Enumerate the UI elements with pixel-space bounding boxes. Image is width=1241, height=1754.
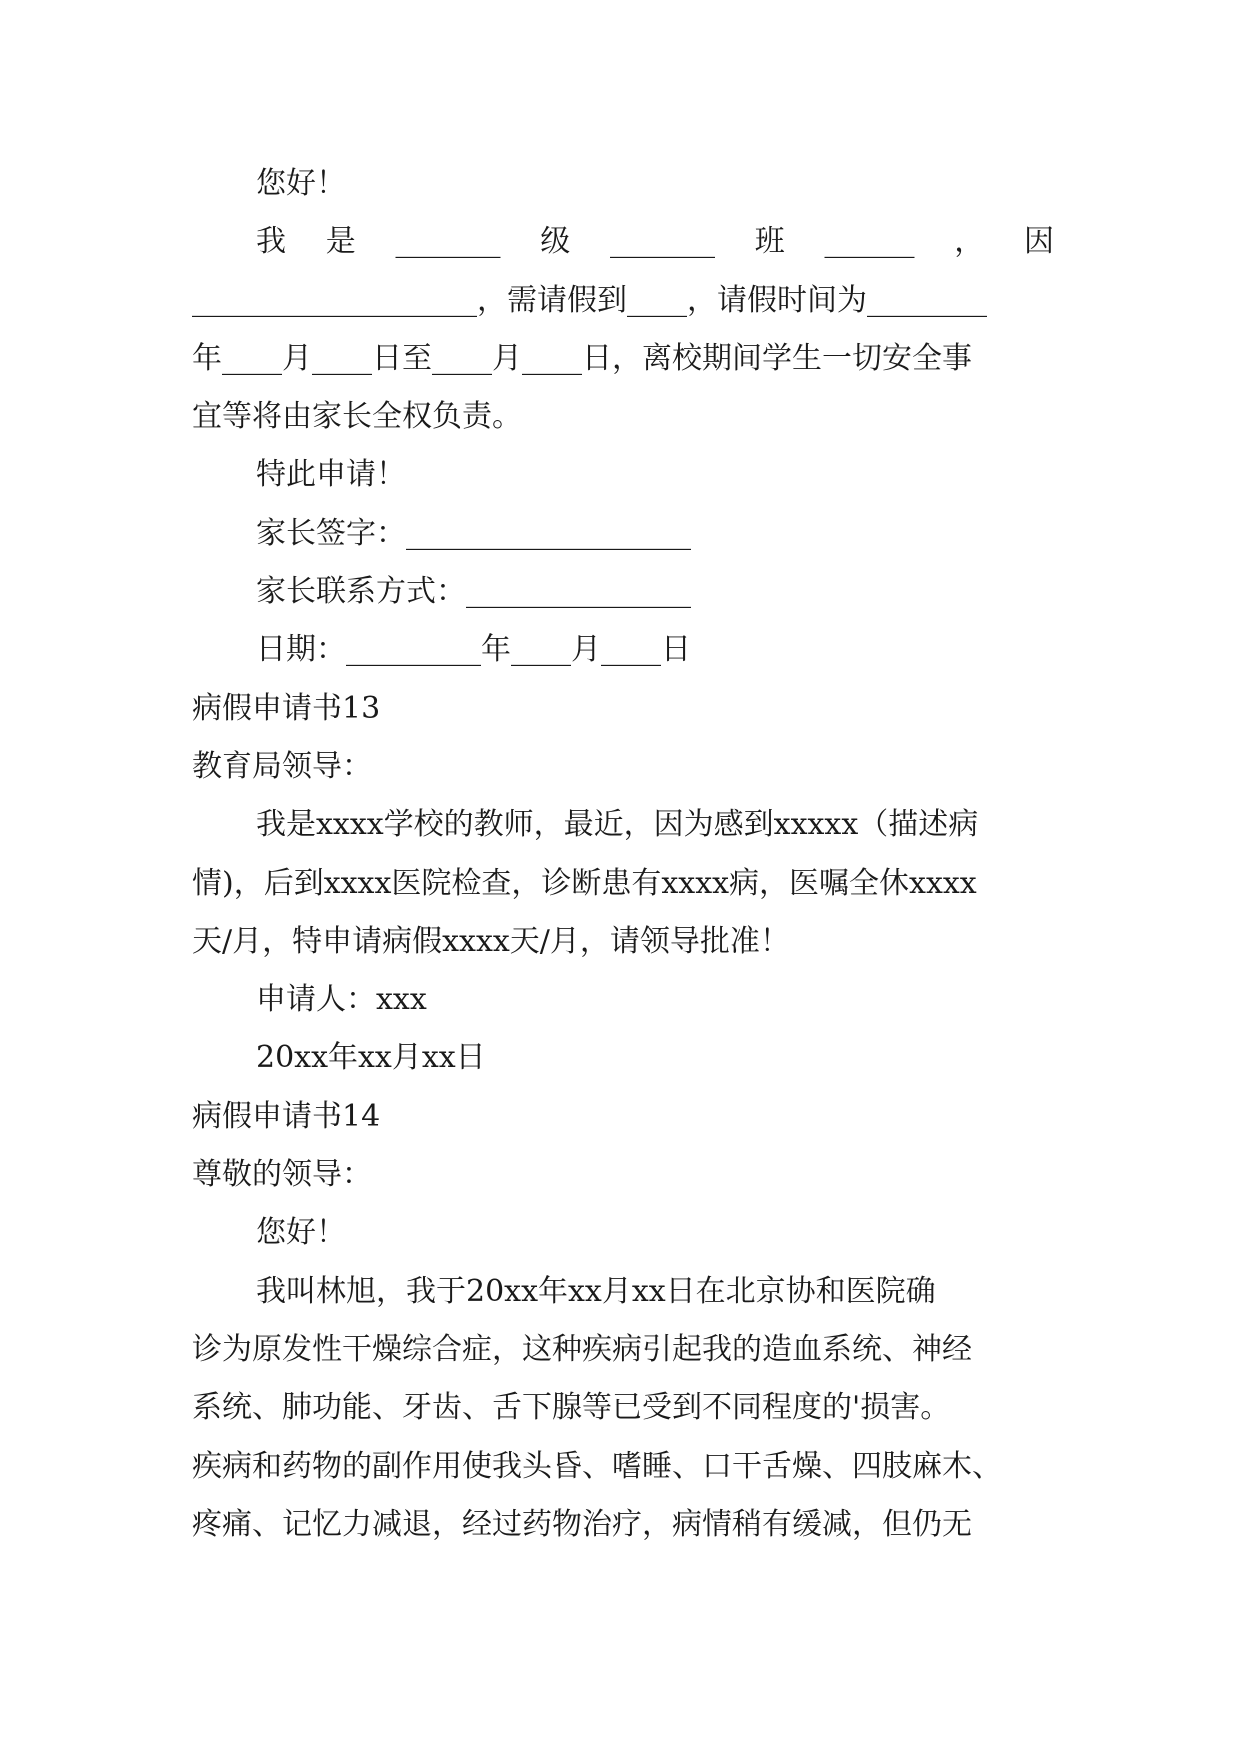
paragraph-line: 疾病和药物的副作用使我头昏、嗜睡、口干舌燥、四肢麻木、	[192, 1448, 1002, 1484]
salutation: 尊敬的领导：	[192, 1157, 372, 1193]
blank-grade: _______	[395, 224, 501, 260]
section-title: 病假申请书13	[192, 690, 381, 726]
section-title: 病假申请书14	[192, 1098, 381, 1134]
blank-class: _______	[610, 224, 715, 260]
closing-line: 特此申请！	[256, 457, 406, 493]
date-line: 日期：_________年____月____日	[256, 632, 691, 668]
date-line: 20xx年xx月xx日	[256, 1040, 486, 1076]
text-segment: 级	[540, 224, 571, 260]
form-line-student-class	[192, 213, 1054, 271]
paragraph-line: 宜等将由家长全权负责。	[192, 399, 522, 435]
form-line-reason: ___________________，需请假到____，请假时间为________	[192, 282, 987, 318]
paragraph-line: 疼痛、记忆力减退，经过药物治疗，病情稍有缓减，但仍无	[192, 1506, 972, 1542]
parent-signature-line: 家长签字：___________________	[256, 515, 691, 551]
greeting: 您好！	[256, 166, 346, 201]
salutation: 教育局领导：	[192, 748, 372, 784]
paragraph-line: 系统、肺功能、牙齿、舌下腺等已受到不同程度的'损害。	[192, 1390, 951, 1426]
paragraph-line: 我叫林旭，我于20xx年xx月xx日在北京协和医院确	[256, 1273, 936, 1309]
paragraph-line: 情)，后到xxxx医院检查，诊断患有xxxx病，医嘱全休xxxx	[192, 865, 977, 901]
form-line-dates: 年____月____日至____月____日，离校期间学生一切安全事	[192, 340, 972, 376]
paragraph-line: 天/月，特申请病假xxxx天/月，请领导批准！	[192, 923, 790, 959]
document-page	[192, 155, 1054, 1554]
text-segment: 班	[754, 224, 785, 260]
paragraph-line: 诊为原发性干燥综合症，这种疾病引起我的造血系统、神经	[192, 1331, 972, 1367]
parent-contact-line: 家长联系方式：_______________	[256, 574, 691, 610]
text-segment: ，	[954, 224, 985, 260]
text-segment: 因	[1024, 224, 1054, 260]
greeting: 您好！	[256, 1215, 346, 1251]
applicant-line: 申请人：xxx	[256, 982, 427, 1018]
paragraph-line: 我是xxxx学校的教师，最近，因为感到xxxxx（描述病	[256, 807, 979, 843]
text-segment: 是	[325, 224, 356, 260]
text-segment: 我	[256, 224, 286, 260]
blank-name: ______	[824, 224, 915, 260]
